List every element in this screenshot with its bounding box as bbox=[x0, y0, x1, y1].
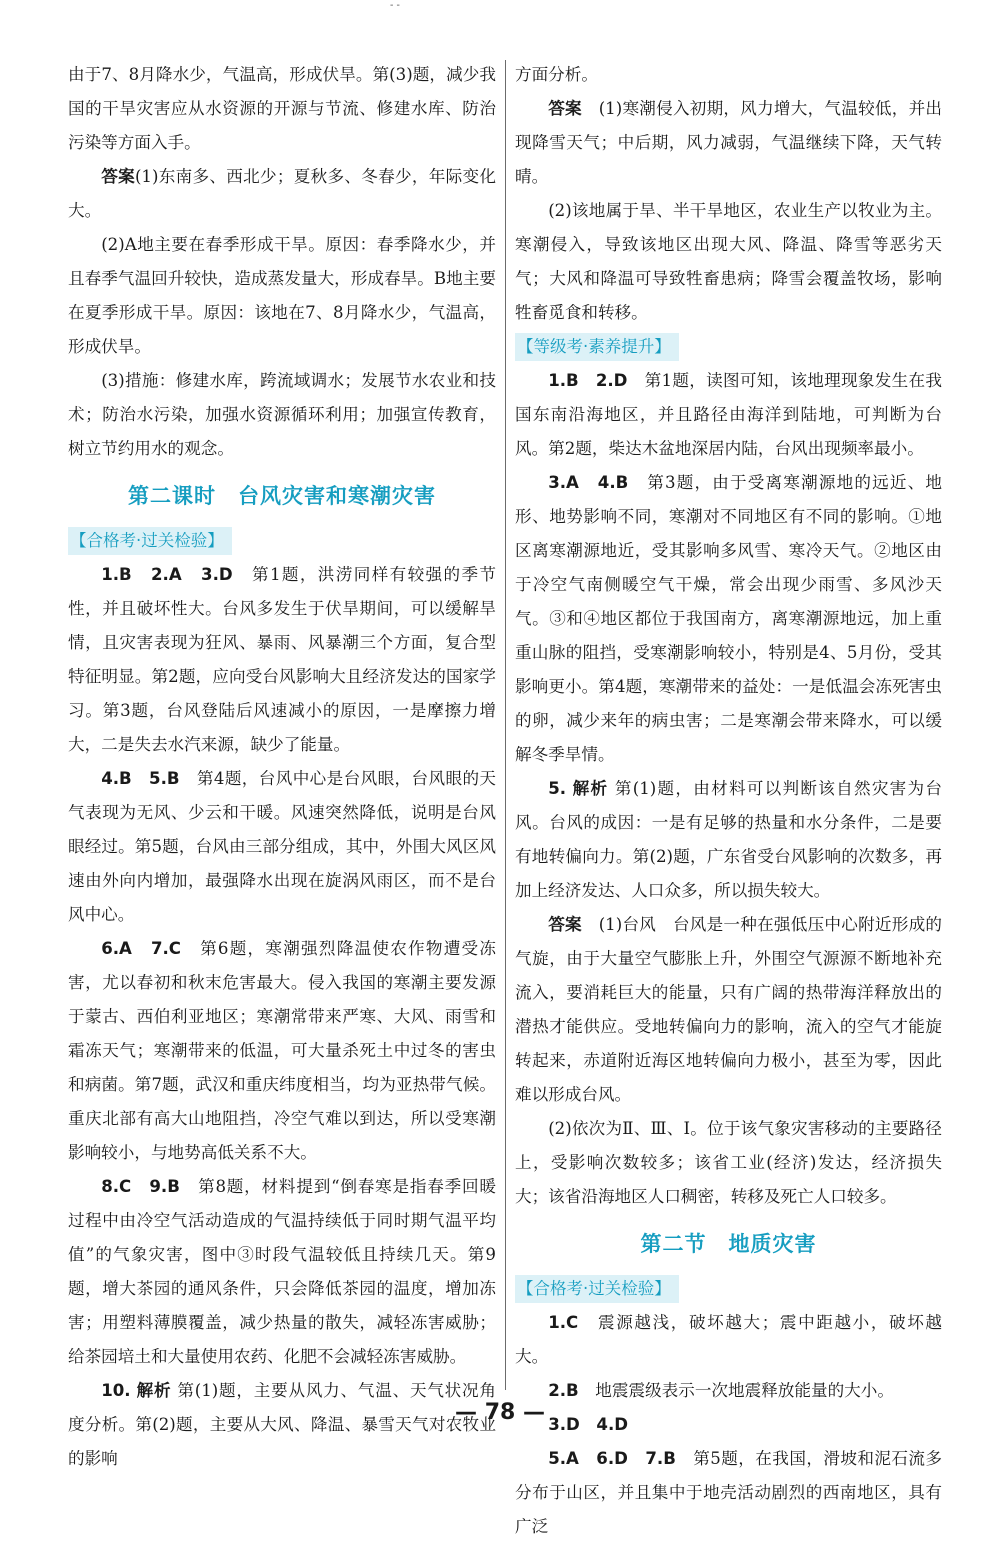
lesson-title: 第二课时 台风灾害和寒潮灾害 bbox=[128, 484, 436, 508]
question-answer: 10. 解析 第(1)题，主要从风力、气温、天气状况角度分析。第(2)题，主要从大风、降温、暴雪天气对农牧业的影响 bbox=[68, 1381, 496, 1468]
section-banner: 【合格考·过关检验】 bbox=[68, 527, 232, 555]
answer-paragraph: 答案 (1)台风 台风是一种在强低压中心附近形成的气旋，由于大量空气膨胀上升，外围空气源源不断地补充流入，要消耗巨大的能量，只有广阔的热带海洋释放出的潜热才能供应。受地转偏向力的影响，流入的空气才能旋转起来，赤道附近海区地转偏向力极小，甚至为零，因此难以形成台风。 bbox=[515, 915, 943, 1104]
right-column bbox=[515, 58, 942, 1544]
section-title: 第二节 地质灾害 bbox=[640, 1232, 817, 1256]
question-answer: 3.D 4.D bbox=[548, 1415, 629, 1434]
paragraph: 由于7、8月降水少，气温高，形成伏旱。第(3)题，减少我国的干旱灾害应从水资源的开源与节流、修建水库、防治污染等方面入手。 bbox=[68, 65, 496, 152]
question-answer: 1.B 2.A 3.D 第1题，洪涝同样有较强的季节性，并且破坏性大。台风多发生于伏旱期间，可以缓解旱情，且灾害表现为狂风、暴雨、风暴潮三个方面，复合型特征明显。第2题，应向受台风影响大且经济发达的国家学习。第3题，台风登陆后风速减小的原因，一是摩擦力增大，二是失去水汽来源，缺少了能量。 bbox=[68, 565, 496, 754]
section-banner: 【等级考·素养提升】 bbox=[515, 333, 679, 361]
top-mark: - - bbox=[390, 0, 400, 11]
answer-paragraph: 答案 (1)寒潮侵入初期，风力增大，气温较低，并出现降雪天气；中后期，风力减弱，气温继续下降，天气转晴。 bbox=[515, 99, 943, 186]
answer-paragraph: (3)措施：修建水库，跨流域调水；发展节水农业和技术；防治水污染，加强水资源循环利用；加强宣传教育，树立节约用水的观念。 bbox=[68, 371, 496, 458]
answer-label: 答案 bbox=[101, 167, 135, 186]
column-divider bbox=[505, 60, 506, 1390]
section-banner: 【合格考·过关检验】 bbox=[515, 1275, 679, 1303]
left-column bbox=[68, 58, 496, 1476]
paragraph: 方面分析。 bbox=[515, 65, 598, 84]
answer-paragraph: (2)该地属于旱、半干旱地区，农业生产以牧业为主。寒潮侵入，导致该地区出现大风、降温、降雪等恶劣天气；大风和降温可导致牲畜患病；降雪会覆盖牧场，影响牲畜觅食和转移。 bbox=[515, 201, 942, 322]
question-answer: 8.C 9.B 第8题，材料提到“倒春寒是指春季回暖过程中由冷空气活动造成的气温持续低于同时期气温平均值”的气象灾害，图中③时段气温较低且持续几天。第9题，增大茶园的通风条件，只会降低茶园的温度，增加冻害；用塑料薄膜覆盖，减少热量的散失，减轻冻害威胁；给茶园培土和大量使用农药、化肥不会减轻冻害威胁。 bbox=[68, 1177, 496, 1366]
question-answer: 5. 解析 第(1)题，由材料可以判断该自然灾害为台风。台风的成因：一是有足够的热量和水分条件，二是要有地转偏向力。第(2)题，广东省受台风影响的次数多，再加上经济发达、人口众多，所以损失较大。 bbox=[515, 779, 943, 900]
question-answer: 1.B 2.D 第1题，读图可知，该地理现象发生在我国东南沿海地区，并且路径由海洋到陆地，可判断为台风。第2题，柴达木盆地深居内陆，台风出现频率最小。 bbox=[515, 371, 943, 458]
question-answer: 4.B 5.B 第4题，台风中心是台风眼，台风眼的天气表现为无风、少云和干暖。风速突然降低，说明是台风眼经过。第5题，台风由三部分组成，其中，外围大风区风速由外向内增加，最强降水出现在旋涡风雨区，而不是台风中心。 bbox=[68, 769, 497, 924]
question-answer: 3.A 4.B 第3题，由于受离寒潮源地的远近、地形、地势影响不同，寒潮对不同地区有不同的影响。①地区离寒潮源地近，受其影响多风雪、寒冷天气。②地区由于冷空气南侧暖空气干燥，常会出现少雨雪、多风沙天气。③和④地区都位于我国南方，离寒潮源地远，加上重重山脉的阻挡，受寒潮影响较小，特别是4、5月份，受其影响更小。第4题，寒潮带来的益处：一是低温会冻死害虫的卵，减少来年的病虫害；二是寒潮会带来降水，可以缓解冬季旱情。 bbox=[515, 473, 942, 764]
answer-paragraph: (2)A地主要在春季形成干旱。原因：春季降水少，并且春季气温回升较快，造成蒸发量大，形成春旱。B地主要在夏季形成干旱。原因：该地在7、8月降水少，气温高，形成伏旱。 bbox=[68, 235, 496, 356]
answer-paragraph: 答案(1)东南多、西北少；夏秋多、冬春少，年际变化大。 bbox=[68, 167, 496, 220]
answer-paragraph: (2)依次为Ⅱ、Ⅲ、Ⅰ。位于该气象灾害移动的主要路径上，受影响次数较多；该省工业(经济)发达，经济损失大；该省沿海地区人口稠密，转移及死亡人口较多。 bbox=[515, 1119, 942, 1206]
question-answer: 1.C 震源越浅，破坏越大；震中距越小，破坏越大。 bbox=[515, 1313, 943, 1366]
page-number: — 78 — bbox=[455, 1400, 545, 1425]
question-answer: 5.A 6.D 7.B 第5题，在我国，滑坡和泥石流多分布于山区，并且集中于地壳活动剧烈的西南地区，具有广泛 bbox=[515, 1449, 942, 1536]
question-answer: 6.A 7.C 第6题，寒潮强烈降温使农作物遭受冻害，尤以春初和秋末危害最大。侵入我国的寒潮主要发源于蒙古、西伯利亚地区；寒潮常带来严寒、大风、雨雪和霜冻天气；寒潮带来的低温，可大量杀死土中过冬的害虫和病菌。第7题，武汉和重庆纬度相当，均为亚热带气候。重庆北部有高大山地阻挡，冷空气难以到达，所以受寒潮影响较小，与地势高低关系不大。 bbox=[68, 939, 496, 1162]
question-answer: 2.B 地震震级表示一次地震释放能量的大小。 bbox=[548, 1381, 894, 1400]
